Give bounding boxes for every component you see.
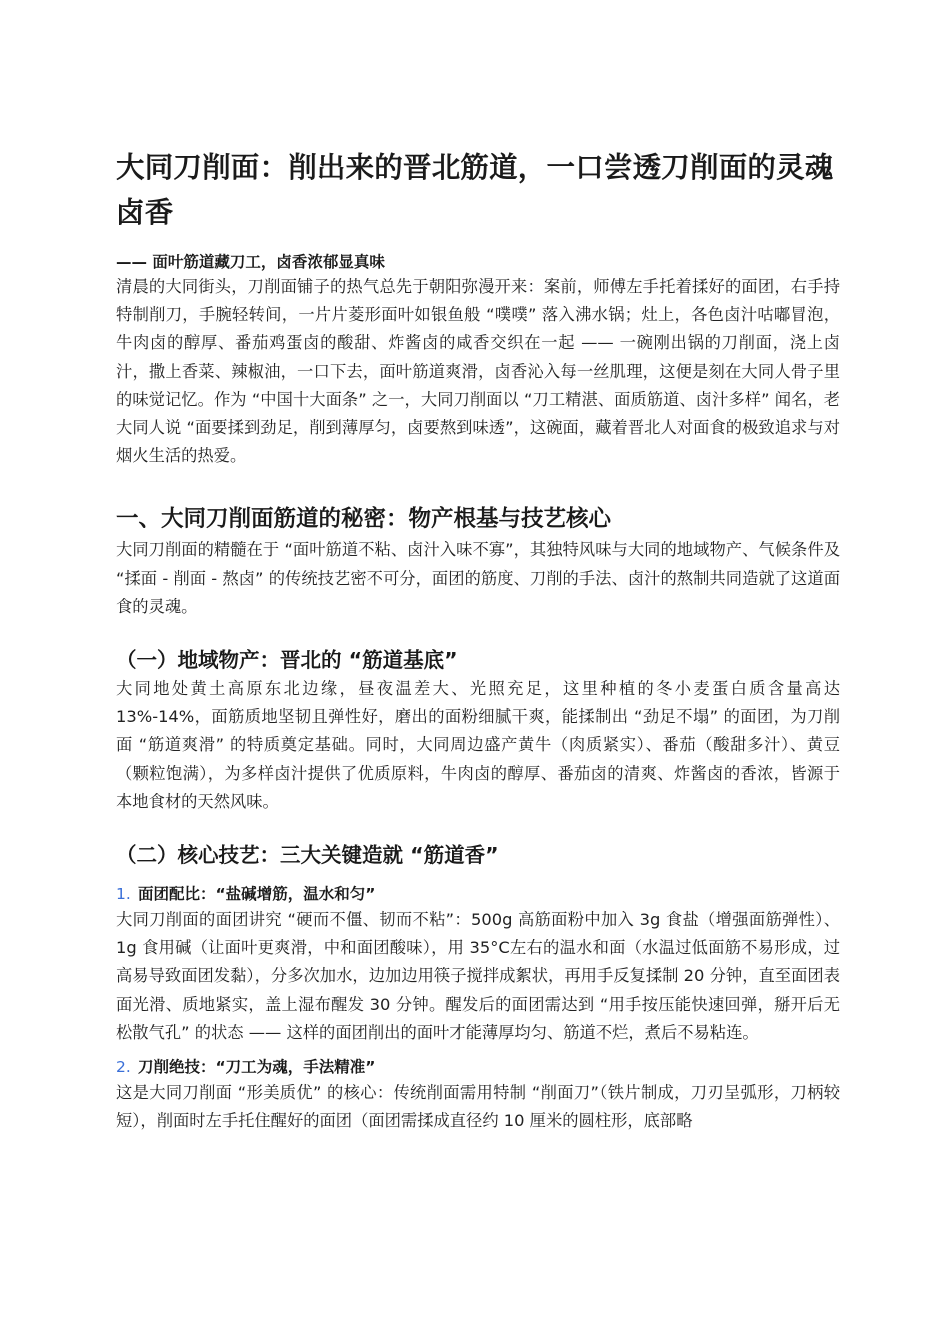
section-heading: 一、大同刀削面筋道的秘密：物产根基与技艺核心 bbox=[116, 506, 612, 533]
numbered-item-paragraph: 大同刀削面的面团讲究 “硬而不僵、韧而不粘”：500g 高筋面粉中加入 3g 食盐（增强面筋弹性）、1g 食用碱（让面叶更爽滑，中和面团酸味），用 35°C左右的温水和面（水温过低面筋不易形成，过高易导致面团发黏），分多次加水，边加边用筷子搅拌成絮状，再用手反复揉制 20 分钟，直至面团表面光滑、质地紧实，盖上湿布醒发 30 分钟。醒发后的面团需达到 “用手按压能快速回弹，掰开后无松散气孔” 的状态 —— 这样的面团削出的面叶才能薄厚均匀、筋道不烂，煮后不易粘连。 bbox=[116, 910, 840, 1042]
subsection-paragraph: 大同地处黄土高原东北边缘，昼夜温差大、光照充足，这里种植的冬小麦蛋白质含量高达 13%-14%，面筋质地坚韧且弹性好，磨出的面粉细腻干爽，能揉制出 “劲足不塌” 的面团，为刀削面 “筋道爽滑” 的特质奠定基础。同时，大同周边盛产黄牛（肉质紧实）、番茄（酸甜多汁）、黄豆（颗粒饱满），为多样卤汁提供了优质原料，牛肉卤的醇厚、番茄卤的清爽、炸酱卤的香浓，皆源于本地食材的天然风味。 bbox=[116, 679, 840, 811]
list-number: 2. bbox=[116, 1058, 131, 1077]
page-subtitle: —— 面叶筋道藏刀工，卤香浓郁显真味 bbox=[116, 253, 385, 271]
numbered-item-heading bbox=[116, 1055, 840, 1079]
page-title: 大同刀削面：削出来的晋北筋道，一口尝透刀削面的灵魂卤香 bbox=[116, 151, 834, 229]
numbered-item-title: 刀削绝技：“刀工为魂，手法精准” bbox=[138, 1058, 376, 1077]
numbered-item-title: 面团配比：“盐碱增筋，温水和匀” bbox=[138, 885, 376, 904]
intro-paragraph: 清晨的大同街头，刀削面铺子的热气总先于朝阳弥漫开来：案前，师傅左手托着揉好的面团，右手持特制削刀，手腕轻转间，一片片菱形面叶如银鱼般 “噗噗” 落入沸水锅；灶上，各色卤汁咕嘟冒泡，牛肉卤的醇厚、番茄鸡蛋卤的酸甜、炸酱卤的咸香交织在一起 —— 一碗刚出锅的刀削面，浇上卤汁，撒上香菜、辣椒油，一口下去，面叶筋道爽滑，卤香沁入每一丝肌理，这便是刻在大同人骨子里的味觉记忆。作为 “中国十大面条” 之一，大同刀削面以 “刀工精湛、面质筋道、卤汁多样” 闻名，老大同人说 “面要揉到劲足，削到薄厚匀，卤要熬到味透”，这碗面，藏着晋北人对面食的极致追求与对烟火生活的热爱。 bbox=[116, 277, 840, 466]
numbered-item-heading bbox=[116, 882, 840, 906]
document-page bbox=[116, 145, 840, 1135]
list-number: 1. bbox=[116, 885, 131, 904]
section-paragraph: 大同刀削面的精髓在于 “面叶筋道不粘、卤汁入味不寡”，其独特风味与大同的地域物产、气候条件及 “揉面 - 削面 - 熬卤” 的传统技艺密不可分，面团的筋度、刀削的手法、卤汁的熬制共同造就了这道面食的灵魂。 bbox=[116, 540, 840, 616]
numbered-item-paragraph: 这是大同刀削面 “形美质优” 的核心：传统削面需用特制 “削面刀”（铁片制成，刀刃呈弧形，刀柄较短），削面时左手托住醒好的面团（面团需揉成直径约 10 厘米的圆柱形，底部略 bbox=[116, 1083, 840, 1131]
subsection-heading: （一）地域物产：晋北的 “筋道基底” bbox=[116, 648, 458, 673]
subsection-heading: （二）核心技艺：三大关键造就 “筋道香” bbox=[116, 843, 499, 868]
